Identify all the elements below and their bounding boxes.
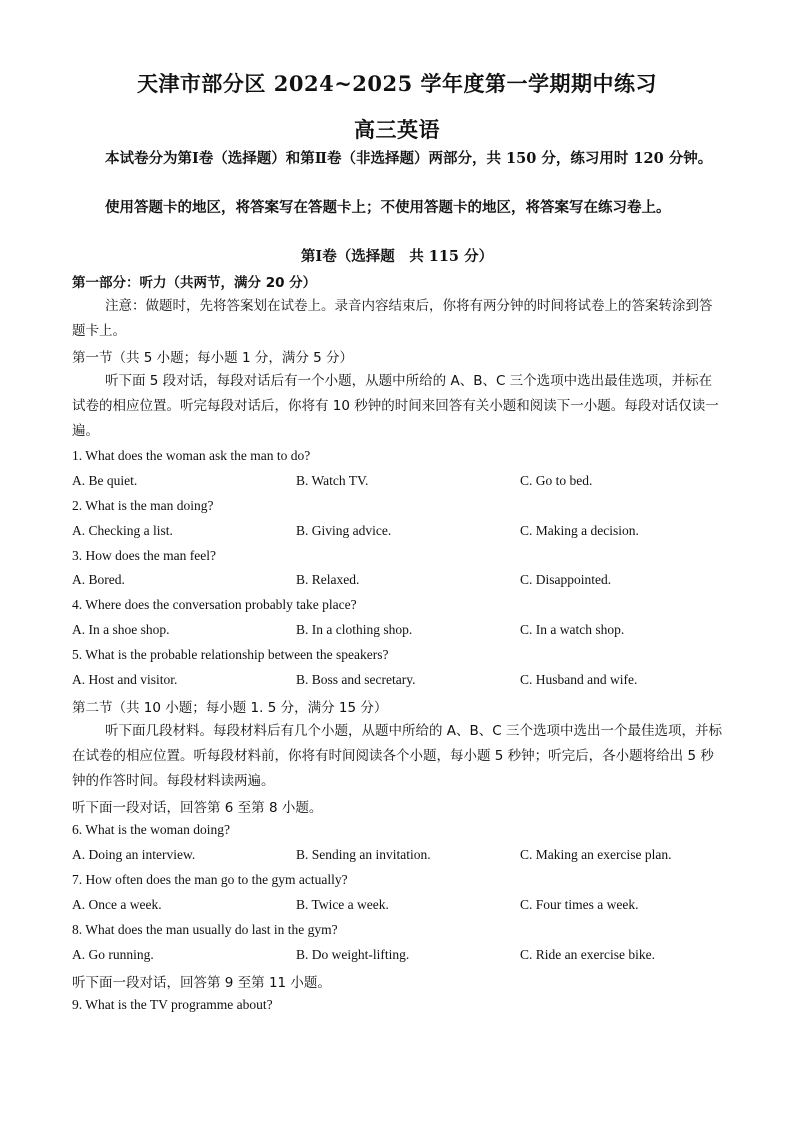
question-options [72, 523, 724, 543]
question-stem: 6. What is the woman doing? [72, 822, 230, 837]
question-stem: 9. What is the TV programme about? [72, 997, 273, 1012]
question-options [72, 473, 724, 493]
option-b: B. In a clothing shop. [296, 622, 413, 637]
exam-subtitle: 高三英语 [354, 117, 440, 142]
question-stem: 1. What does the woman ask the man to do? [72, 448, 311, 463]
option-b: B. Sending an invitation. [296, 847, 431, 862]
dialogue-instruction: 听下面一段对话，回答第 6 至第 8 小题。 [72, 800, 323, 816]
section2-instruction: 听下面几段材料。每段材料后有几个小题，从题中所给的 A、B、C 三个选项中选出一个最佳选项，并标在试卷的相应位置。听每段材料前，你将有时间阅读各个小题，每小题 5 秒钟；听完后，各小题将给出 5 秒钟的作答时间。每段材料读两遍。 [72, 723, 723, 789]
option-c: C. In a watch shop. [520, 622, 625, 637]
option-a: A. Be quiet. [72, 473, 138, 488]
exam-title: 天津市部分区 2024~2025 学年度第一学期期中练习 [136, 71, 658, 96]
question-options [72, 672, 724, 692]
question-options [72, 897, 724, 917]
option-a: A. Doing an interview. [72, 847, 196, 862]
option-c: C. Disappointed. [520, 572, 612, 587]
option-a: A. Once a week. [72, 897, 162, 912]
intro-paragraph-1: 本试卷分为第Ⅰ卷（选择题）和第Ⅱ卷（非选择题）两部分，共 150 分，练习用时 120 分钟。 [105, 150, 713, 167]
question-stem: 7. How often does the man go to the gym actually? [72, 872, 348, 887]
option-b: B. Do weight-lifting. [296, 947, 410, 962]
dialogue-instruction: 听下面一段对话，回答第 9 至第 11 小题。 [72, 975, 331, 991]
option-c: C. Making an exercise plan. [520, 847, 672, 862]
option-c: C. Husband and wife. [520, 672, 638, 687]
section1-instruction: 听下面 5 段对话，每段对话后有一个小题，从题中所给的 A、B、C 三个选项中选出最佳选项，并标在试卷的相应位置。听完每段对话后，你将有 10 秒钟的时间来回答有关小题和阅读下一小题。每段对话仅读一遍。 [72, 373, 719, 439]
option-a: A. Bored. [72, 572, 125, 587]
question-options [72, 572, 724, 592]
section2-heading: 第二节（共 10 小题；每小题 1. 5 分，满分 15 分） [72, 700, 388, 716]
question-options [72, 947, 724, 967]
intro-paragraph-2: 使用答题卡的地区，将答案写在答题卡上；不使用答题卡的地区，将答案写在练习卷上。 [105, 199, 671, 216]
option-a: A. Go running. [72, 947, 154, 962]
option-c: C. Ride an exercise bike. [520, 947, 655, 962]
question-stem: 2. What is the man doing? [72, 498, 214, 513]
option-c: C. Making a decision. [520, 523, 639, 538]
option-b: B. Twice a week. [296, 897, 389, 912]
option-b: B. Giving advice. [296, 523, 392, 538]
question-options [72, 847, 724, 867]
question-stem: 5. What is the probable relationship between the speakers? [72, 647, 389, 662]
notice-paragraph: 注意：做题时，先将答案划在试卷上。录音内容结束后，你将有两分钟的时间将试卷上的答案转涂到答题卡上。 [72, 298, 713, 339]
option-b: B. Boss and secretary. [296, 672, 416, 687]
option-a: A. In a shoe shop. [72, 622, 170, 637]
option-a: A. Host and visitor. [72, 672, 178, 687]
question-stem: 4. Where does the conversation probably take place? [72, 597, 357, 612]
option-b: B. Watch TV. [296, 473, 369, 488]
section1-heading: 第一节（共 5 小题；每小题 1 分，满分 5 分） [72, 350, 354, 366]
option-c: C. Go to bed. [520, 473, 593, 488]
option-a: A. Checking a list. [72, 523, 173, 538]
option-c: C. Four times a week. [520, 897, 639, 912]
question-options [72, 622, 724, 642]
part1-heading: 第一部分：听力（共两节，满分 20 分） [72, 275, 317, 291]
question-stem: 3. How does the man feel? [72, 548, 216, 563]
question-stem: 8. What does the man usually do last in the gym? [72, 922, 338, 937]
volume1-heading: 第Ⅰ卷（选择题 共 115 分） [300, 248, 494, 265]
option-b: B. Relaxed. [296, 572, 360, 587]
